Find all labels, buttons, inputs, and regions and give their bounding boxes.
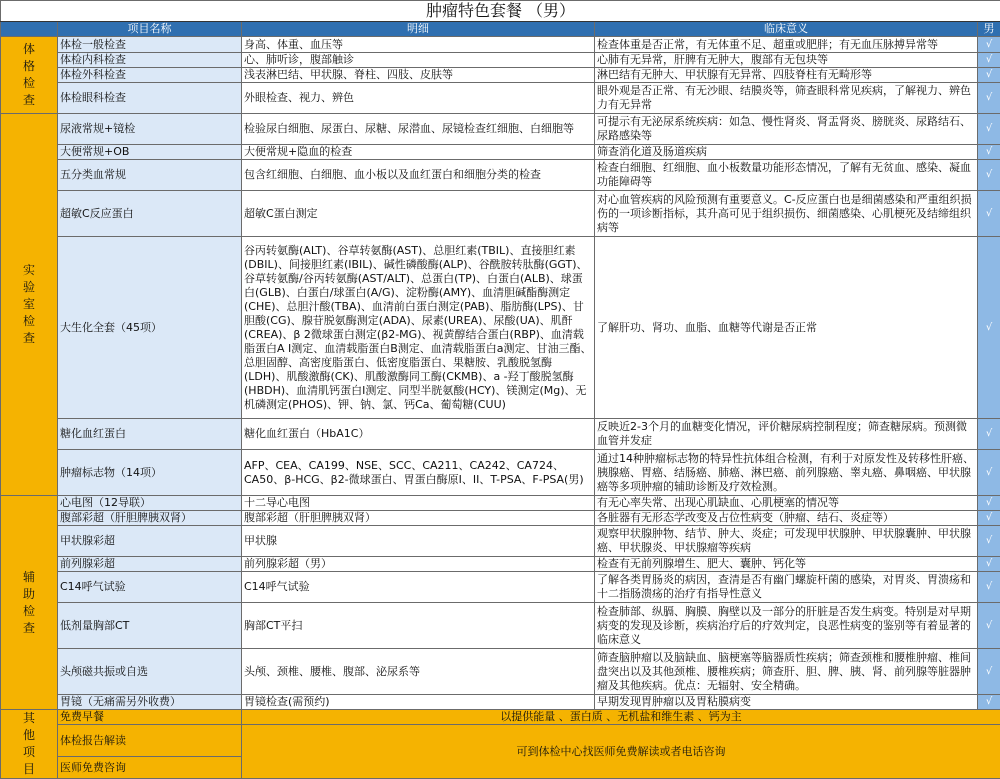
check-mark: √	[978, 496, 1000, 511]
table-row	[1, 191, 1000, 237]
check-mark: √	[978, 695, 1000, 710]
table-row	[1, 83, 1000, 114]
table-row	[1, 725, 1000, 757]
check-mark: √	[978, 419, 1000, 450]
table-row	[1, 526, 1000, 557]
header-item: 项目名称	[58, 22, 242, 37]
check-mark: √	[978, 83, 1000, 114]
item-name: 体检眼科检查	[58, 83, 242, 114]
item-name: 体检内科检查	[58, 53, 242, 68]
header-significance: 临床意义	[595, 22, 978, 37]
table-row	[1, 557, 1000, 572]
item-name: 心电图（12导联）	[58, 496, 242, 511]
check-mark: √	[978, 53, 1000, 68]
item-significance: 反映近2-3个月的血糖变化情况，评价糖尿病控制程度；筛查糖尿病。预测微血管并发症	[595, 419, 978, 450]
item-detail: 甲状腺	[242, 526, 595, 557]
table-row	[1, 114, 1000, 145]
item-name: 前列腺彩超	[58, 557, 242, 572]
item-significance: 了解各类胃肠炎的病因，查清是否有幽门螺旋杆菌的感染，对胃炎、胃溃疡和十二指肠溃疡的治疗有指导性意义	[595, 572, 978, 603]
item-significance: 检查白细胞、红细胞、血小板数量功能形态情况，了解有无贫血、感染、凝血功能障碍等	[595, 160, 978, 191]
item-detail: 检验尿白细胞、尿蛋白、尿糖、尿潜血、尿镜检查红细胞、白细胞等	[242, 114, 595, 145]
table-row	[1, 53, 1000, 68]
category-label: 实 验 室 检 查	[1, 114, 58, 496]
table-row	[1, 450, 1000, 496]
item-significance: 检查肺部、纵膈、胸膜、胸壁以及一部分的肝脏是否发生病变。特别是对早期病变的发现及诊断，疾病治疗后的疗效判定，良恶性病变的鉴别等有着显著的临床意义	[595, 603, 978, 649]
check-mark: √	[978, 526, 1000, 557]
item-significance: 筛查消化道及肠道疾病	[595, 145, 978, 160]
item-significance: 眼外观是否正常、有无沙眼、结膜炎等，筛查眼科常见疾病，了解视力、辨色力有无异常	[595, 83, 978, 114]
table-row	[1, 710, 1000, 725]
check-mark: √	[978, 37, 1000, 53]
check-mark: √	[978, 145, 1000, 160]
table-row	[1, 496, 1000, 511]
item-detail: 大便常规+隐血的检查	[242, 145, 595, 160]
item-name: 肿瘤标志物（14项）	[58, 450, 242, 496]
table-row	[1, 237, 1000, 419]
item-name: 胃镜（无痛需另外收费）	[58, 695, 242, 710]
item-detail: 头颅、颈椎、腰椎、腹部、泌尿系等	[242, 649, 595, 695]
category-label: 体 格 检 查	[1, 37, 58, 114]
item-significance: 淋巴结有无肿大、甲状腺有无异常、四肢脊柱有无畸形等	[595, 68, 978, 83]
check-mark: √	[978, 160, 1000, 191]
table-row	[1, 160, 1000, 191]
item-significance: 有无心率失常、出现心肌缺血、心肌梗塞的情况等	[595, 496, 978, 511]
item-name: 体检报告解读	[58, 725, 242, 757]
item-detail: 糖化血红蛋白（HbA1C）	[242, 419, 595, 450]
item-name: 超敏C反应蛋白	[58, 191, 242, 237]
item-significance: 了解肝功、肾功、血脂、血糖等代谢是否正常	[595, 237, 978, 419]
page-title: 肿瘤特色套餐 （男）	[1, 1, 1000, 22]
item-detail: 外眼检查、视力、辨色	[242, 83, 595, 114]
item-name: 甲状腺彩超	[58, 526, 242, 557]
item-significance: 可提示有无泌尿系统疾病：如急、慢性肾炎、肾盂肾炎、膀胱炎、尿路结石、尿路感染等	[595, 114, 978, 145]
item-detail: 身高、体重、血压等	[242, 37, 595, 53]
header-male: 男	[978, 22, 1000, 37]
item-name: 糖化血红蛋白	[58, 419, 242, 450]
item-detail: 超敏C蛋白测定	[242, 191, 595, 237]
item-name: C14呼气试验	[58, 572, 242, 603]
table-row	[1, 511, 1000, 526]
item-detail: 心、肺听诊，腹部触诊	[242, 53, 595, 68]
item-note: 可到体检中心找医师免费解读或者电话咨询	[242, 725, 1000, 779]
table-row	[1, 572, 1000, 603]
item-significance: 通过14种肿瘤标志物的特异性抗体组合检测，有利于对原发性及转移性肝癌、胰腺癌、胃癌、结肠癌、肺癌、淋巴癌、前列腺癌、睾丸癌、鼻咽癌、甲状腺癌等多项肿瘤的辅助诊断及疗效检测。	[595, 450, 978, 496]
item-detail: 腹部彩超（肝胆脾胰双肾）	[242, 511, 595, 526]
item-detail: 十二导心电图	[242, 496, 595, 511]
item-name: 体检外科检查	[58, 68, 242, 83]
item-name: 大便常规+OB	[58, 145, 242, 160]
header-blank	[1, 22, 58, 37]
item-significance: 检查有无前列腺增生、肥大、囊肿、钙化等	[595, 557, 978, 572]
check-mark: √	[978, 68, 1000, 83]
item-detail: C14呼气试验	[242, 572, 595, 603]
check-mark: √	[978, 572, 1000, 603]
item-detail: AFP、CEA、CA199、NSE、SCC、CA211、CA242、CA724、CA50、β-HCG、β2-微球蛋白、胃蛋白酶原I、II、T-PSA、F-PSA(男)	[242, 450, 595, 496]
table-row	[1, 37, 1000, 53]
item-name: 低剂量胸部CT	[58, 603, 242, 649]
item-name: 五分类血常规	[58, 160, 242, 191]
check-mark: √	[978, 557, 1000, 572]
check-mark: √	[978, 114, 1000, 145]
item-name: 体检一般检查	[58, 37, 242, 53]
table-row	[1, 649, 1000, 695]
category-label: 辅 助 检 查	[1, 496, 58, 710]
table-row	[1, 695, 1000, 710]
check-mark: √	[978, 191, 1000, 237]
table-row	[1, 603, 1000, 649]
check-mark: √	[978, 603, 1000, 649]
item-significance: 观察甲状腺肿物、结节、肿大、炎症；可发现甲状腺肿、甲状腺囊肿、甲状腺癌、甲状腺炎、甲状腺瘤等疾病	[595, 526, 978, 557]
item-name: 腹部彩超（肝胆脾胰双肾）	[58, 511, 242, 526]
item-detail: 胃镜检查(需预约)	[242, 695, 595, 710]
item-note: 以提供能量 、蛋白质 、无机盐和维生素 、钙为主	[242, 710, 1000, 725]
item-significance: 心肺有无异常，肝脾有无肿大，腹部有无包块等	[595, 53, 978, 68]
item-detail: 胸部CT平扫	[242, 603, 595, 649]
item-significance: 检查体重是否正常，有无体重不足、超重或肥胖；有无血压脉搏异常等	[595, 37, 978, 53]
check-mark: √	[978, 237, 1000, 419]
item-name: 免费早餐	[58, 710, 242, 725]
item-name: 尿液常规+镜检	[58, 114, 242, 145]
category-label: 其 他 项 目	[1, 710, 58, 779]
item-detail: 前列腺彩超（男）	[242, 557, 595, 572]
item-detail: 浅表淋巴结、甲状腺、脊柱、四肢、皮肤等	[242, 68, 595, 83]
header-detail: 明细	[242, 22, 595, 37]
item-name: 医师免费咨询	[58, 757, 242, 779]
item-name: 大生化全套（45项）	[58, 237, 242, 419]
item-significance: 早期发现胃肿瘤以及胃粘膜病变	[595, 695, 978, 710]
item-detail: 谷丙转氨酶(ALT)、谷草转氨酶(AST)、总胆红素(TBIL)、直接胆红素(DBIL)、间接胆红素(IBIL)、碱性磷酸酶(ALP)、谷酰胺转肽酶(GGT)、谷草转氨酶/谷丙转氨酶(AST/ALT)、总蛋白(TP)、白蛋白(ALB)、球蛋白(GLB)、白蛋白/球蛋白(A/G)、淀粉酶(AMY)、血清胆碱酯酶测定(CHE)、总胆汁酸(TBA)、血清前白蛋白测定(PAB)、脂肪酶(LPS)、甘胆酸(CG)、腺苷脱氨酶测定(ADA)、尿素(UREA)、尿酸(UA)、肌酐(CREA)、β 2微球蛋白测定(β2-MG)、视黄醇结合蛋白(RBP)、血清载脂蛋白A I测定、血清载脂蛋白B测定、血清载脂蛋白a测定、甘油三酯、总胆固醇、高密度脂蛋白、低密度脂蛋白、果糖胺、乳酸脱氢酶(LDH)、肌酸激酶(CK)、肌酸激酶同工酶(CKMB)、a -羟丁酸脱氢酶(HBDH)、血清肌钙蛋白I测定、同型半胱氨酸(HCY)、镁测定(Mg)、无机磷测定(PHOS)、钾、钠、氯、钙Ca、葡萄糖(CUU)	[242, 237, 595, 419]
item-detail: 包含红细胞、白细胞、血小板以及血红蛋白和细胞分类的检查	[242, 160, 595, 191]
table-row	[1, 419, 1000, 450]
item-significance: 各脏器有无形态学改变及占位性病变（肿瘤、结石、炎症等）	[595, 511, 978, 526]
item-name: 头颅磁共振或自选	[58, 649, 242, 695]
table-row	[1, 145, 1000, 160]
item-significance: 筛查脑肿瘤以及脑缺血、脑梗塞等脑器质性疾病；筛查颈椎和腰椎肿瘤、椎间盘突出以及其他颈椎、腰椎疾病；筛查肝、胆、脾、胰、肾、前列腺等脏器肿瘤及其他疾病。优点：无辐射、安全精确。	[595, 649, 978, 695]
table-row	[1, 68, 1000, 83]
item-significance: 对心血管疾病的风险预测有重要意义。C-反应蛋白也是细菌感染和严重组织损伤的一项诊断指标，其升高可见于组织损伤、细菌感染、心肌梗死及结缔组织病等	[595, 191, 978, 237]
check-mark: √	[978, 649, 1000, 695]
check-mark: √	[978, 450, 1000, 496]
check-mark: √	[978, 511, 1000, 526]
